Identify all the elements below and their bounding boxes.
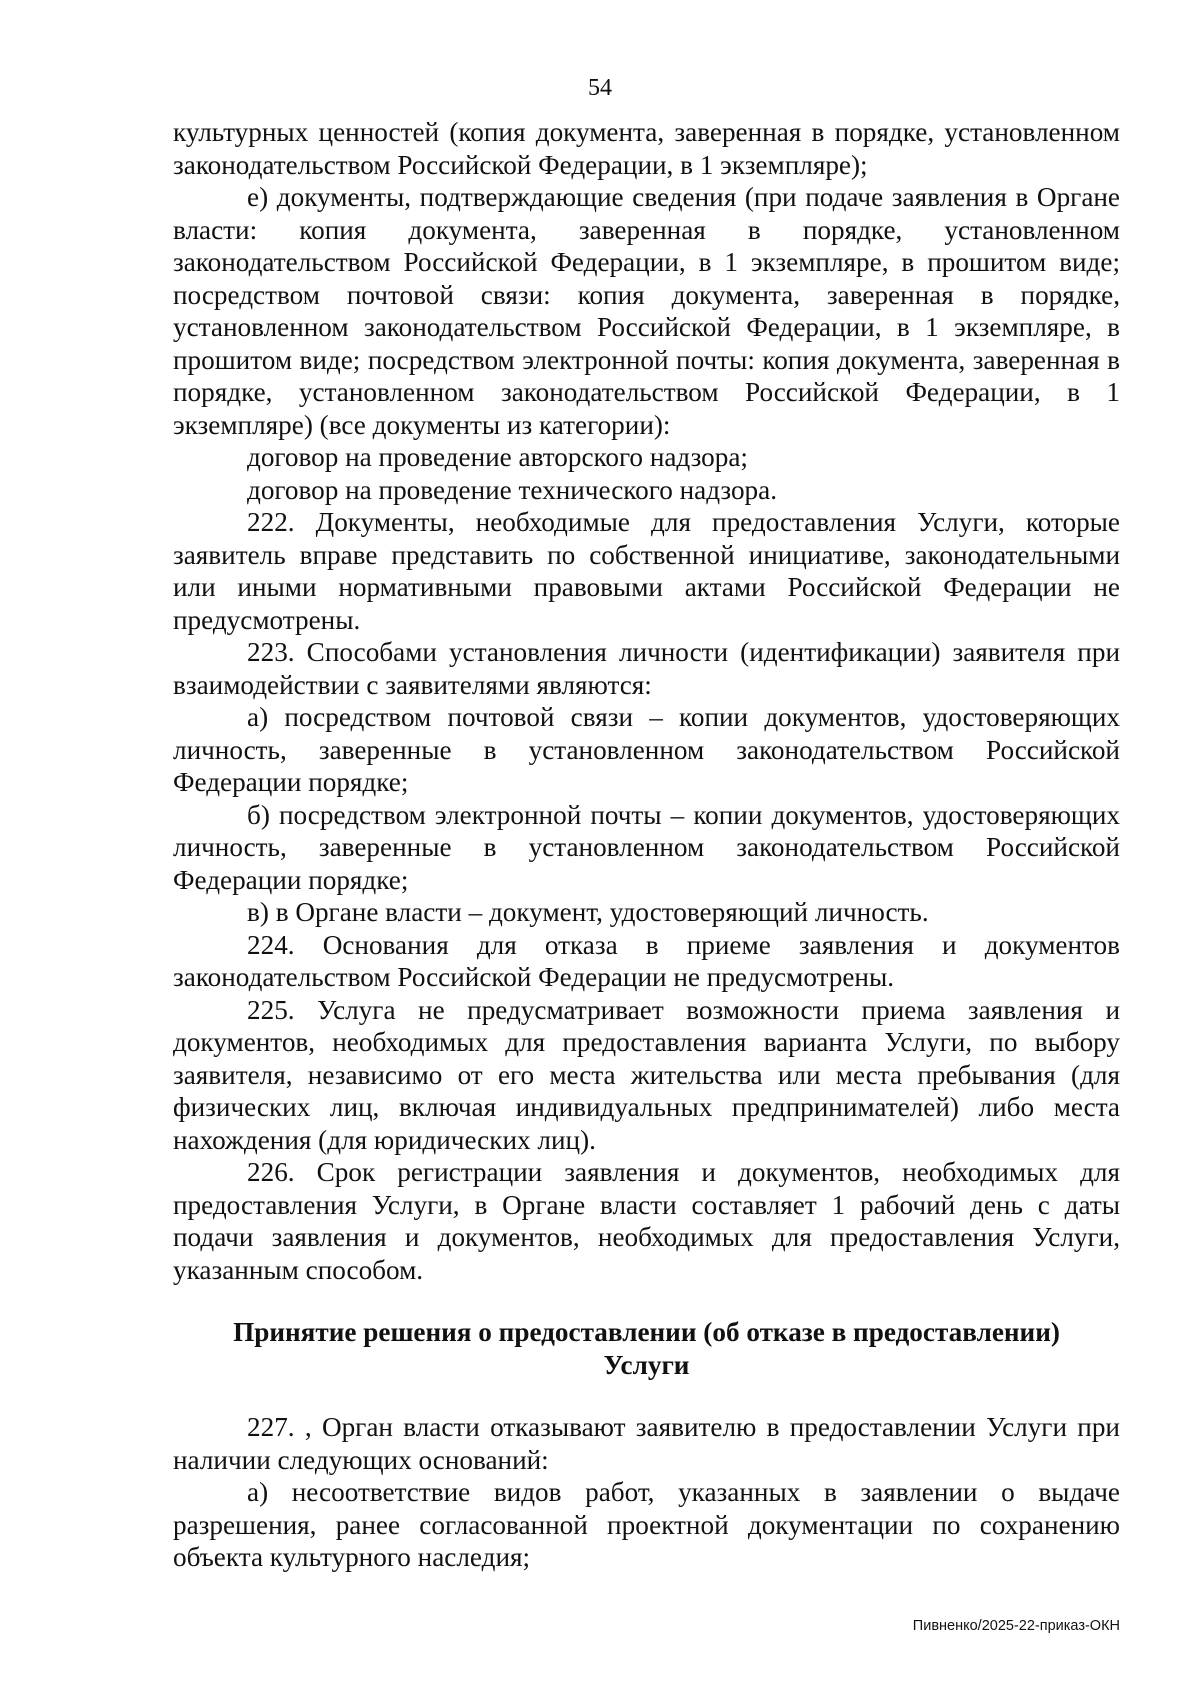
section-heading <box>173 1316 1120 1381</box>
paragraph-224: 224. Основания для отказа в приеме заявления и документов законодательством Российской Федерации не предусмотрены. <box>173 929 1120 992</box>
paragraph-item-a: а) посредством почтовой связи – копии документов, удостоверяющих личность, заверенные в установленном законодательством Российской Федерации порядке; <box>173 702 1120 797</box>
paragraph-item-v: в) в Органе власти – документ, удостоверяющий личность. <box>247 897 929 927</box>
paragraph-222: 222. Документы, необходимые для предоставления Услуги, которые заявитель вправе представить по собственной инициативе, законодательными или иными нормативными правовыми актами Российской Федерации не предусмотрены. <box>173 507 1120 635</box>
paragraph-continuation: культурных ценностей (копия документа, заверенная в порядке, установленном законодательством Российской Федерации, в 1 экземпляре); <box>173 117 1120 180</box>
list-item: договор на проведение технического надзора. <box>247 474 777 505</box>
paragraph-item-b: б) посредством электронной почты – копии документов, удостоверяющих личность, заверенные в установленном законодательством Российской Федерации порядке; <box>173 799 1120 895</box>
section-heading-line-1: Принятие решения о предоставлении (об отказе в предоставлении) <box>233 1317 1060 1347</box>
paragraph-225: 225. Услуга не предусматривает возможности приема заявления и документов, необходимых для предоставления варианта Услуги, по выбору заявителя, независимо от его места жительства или места пребывания (для физических лиц, включая индивидуальных предпринимателей) либо места нахождения (для юридических лиц). <box>173 994 1120 1155</box>
paragraph-item-a: а) несоответствие видов работ, указанных в заявлении о выдаче разрешения, ранее согласованной проектной документации по сохранению объекта культурного наследия; <box>173 1477 1120 1572</box>
page-number: 54 <box>588 75 612 101</box>
paragraph-item-e: е) документы, подтверждающие сведения (при подаче заявления в Органе власти: копия документа, заверенная в порядке, установленном законодательством Российской Федерации, в 1 экземпляре, в прошитом виде; посредством почтовой связи: копия документа, заверенная в порядке, установленном законодательством Российской Федерации, в 1 экземпляре, в прошитом виде; посредством электронной почты: копия документа, заверенная в порядке, установленном законодательством Российской Федерации, в 1 экземпляре) (все документы из категории): <box>173 182 1120 440</box>
document-body <box>173 116 1120 1574</box>
footer-reference: Пивненко/2025-22-приказ-ОКН <box>912 1618 1120 1634</box>
paragraph-223: 223. Способами установления личности (идентификации) заявителя при взаимодействии с заявителями являются: <box>173 637 1120 700</box>
paragraph-226: 226. Срок регистрации заявления и документов, необходимых для предоставления Услуги, в Органе власти составляет 1 рабочий день с даты подачи заявления и документов, необходимых для предоставления Услуги, указанным способом. <box>173 1157 1120 1285</box>
section-heading-line-2: Услуги <box>603 1349 690 1380</box>
list-item: договор на проведение авторского надзора; <box>247 442 748 472</box>
paragraph-227: 227. , Орган власти отказывают заявителю в предоставлении Услуги при наличии следующих оснований: <box>173 1412 1120 1475</box>
